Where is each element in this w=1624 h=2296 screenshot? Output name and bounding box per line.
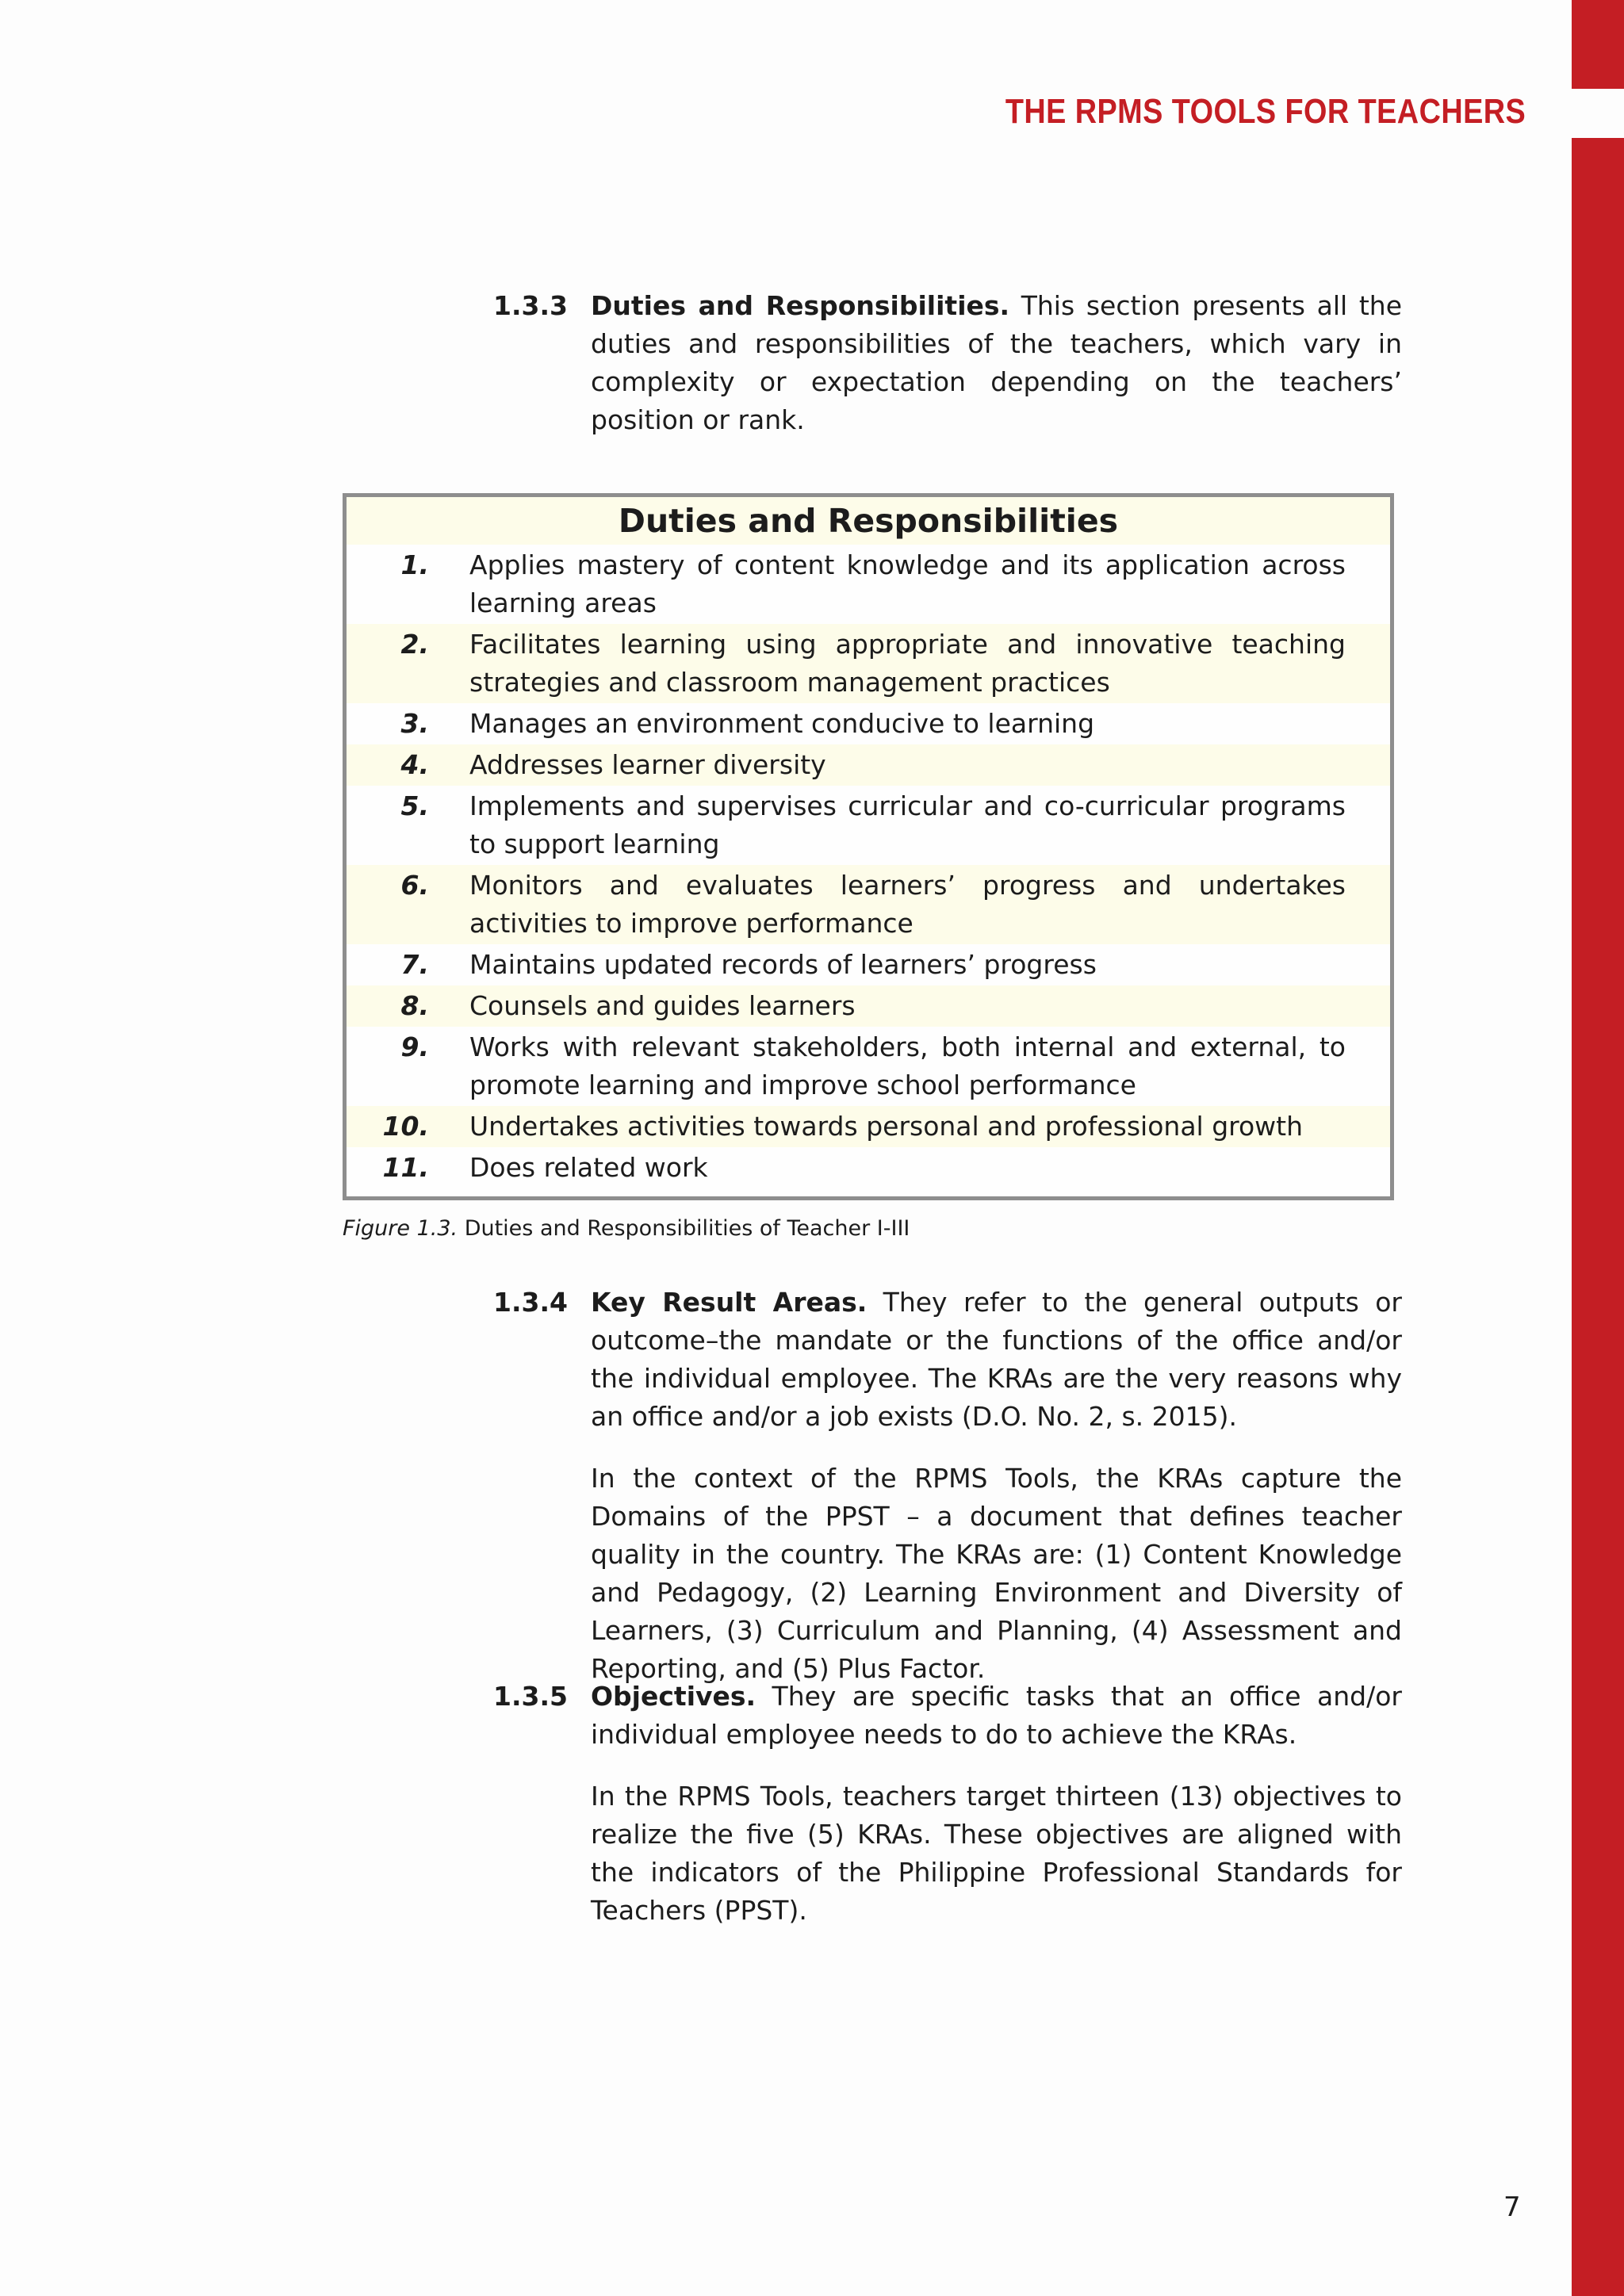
- duty-row: [347, 1147, 1390, 1188]
- duty-text: Maintains updated records of learners’ progress: [469, 949, 1097, 980]
- duty-number: 5.: [400, 790, 429, 821]
- figure-label: Figure 1.3.: [343, 1216, 458, 1241]
- duty-row: [347, 1106, 1390, 1147]
- duty-number: 4.: [400, 749, 429, 780]
- duty-row: [347, 786, 1390, 865]
- section-paragraph: In the context of the RPMS Tools, the KRAs capture the Domains of the PPST – a document that defines teacher quality in the country. The KRAs are: (1) Content Knowledge and Pedagogy, (2) Learning Environment and Diversity of Learners, (3) Curriculum and Planning, (4) Assessment and Reporting, and (5) Plus Factor.: [591, 1463, 1402, 1684]
- section-body: [591, 1284, 1402, 1436]
- figure-caption: [343, 1216, 910, 1241]
- page-number: 7: [1503, 2191, 1521, 2223]
- duty-text: Does related work: [469, 1152, 708, 1183]
- section-lead: Objectives.: [591, 1681, 756, 1712]
- duty-text: Monitors and evaluates learners’ progress and undertakes activities to improve performance: [469, 870, 1346, 939]
- duty-number: 7.: [400, 949, 429, 980]
- duty-row: [347, 985, 1390, 1027]
- section-number: 1.3.3: [493, 290, 568, 321]
- duty-row: [347, 703, 1390, 744]
- duties-table-title: Duties and Responsibilities: [347, 497, 1390, 545]
- section-text: They are specific tasks that an office and/or individual employee needs to do to achieve the KRAs.: [591, 1681, 1402, 1750]
- duty-text: Applies mastery of content knowledge and its application across learning areas: [469, 549, 1346, 618]
- duty-number: 8.: [400, 990, 429, 1021]
- section-1-3-5: [493, 1678, 1402, 1930]
- duty-row: [347, 865, 1390, 944]
- section-lead: Key Result Areas.: [591, 1287, 868, 1318]
- duty-number: 6.: [400, 870, 429, 901]
- red-margin-bar-top: [1572, 0, 1624, 89]
- duty-number: 3.: [400, 708, 429, 739]
- section-body: [591, 287, 1402, 439]
- section-paragraph: In the RPMS Tools, teachers target thirteen (13) objectives to realize the five (5) KRAs. These objectives are aligned with the indicators of the Philippine Professional Standards for Teachers (PPST).: [591, 1781, 1402, 1926]
- duty-text: Undertakes activities towards personal and professional growth: [469, 1111, 1304, 1142]
- duty-row: [347, 545, 1390, 624]
- duty-row: [347, 744, 1390, 786]
- running-header: THE RPMS TOOLS FOR TEACHERS: [1005, 92, 1526, 131]
- duty-text: Addresses learner diversity: [469, 749, 826, 780]
- section-text: They refer to the general outputs or outcome–the mandate or the functions of the office and/or the individual employee. The KRAs are the very reasons why an office and/or a job exists (D.O. No. 2, s. 2015).: [591, 1287, 1402, 1432]
- duty-text: Implements and supervises curricular and co-curricular programs to support learning: [469, 790, 1346, 859]
- duty-row: [347, 624, 1390, 703]
- duty-number: 9.: [400, 1031, 429, 1062]
- section-body: [591, 1678, 1402, 1754]
- section-text: This section presents all the duties and responsibilities of the teachers, which vary in complexity or expectation depending on the teachers’ position or rank.: [591, 290, 1403, 435]
- duty-text: Works with relevant stakeholders, both internal and external, to promote learning and improve school performance: [469, 1031, 1346, 1100]
- red-margin-bar: [1572, 138, 1624, 2296]
- duty-number: 2.: [400, 629, 429, 660]
- section-1-3-3: [493, 287, 1402, 439]
- duty-number: 10.: [382, 1111, 429, 1142]
- duty-row: [347, 1027, 1390, 1106]
- duty-row: [347, 944, 1390, 985]
- duty-number: 11.: [382, 1152, 429, 1183]
- section-number: 1.3.4: [493, 1287, 568, 1318]
- duty-text: Facilitates learning using appropriate and innovative teaching strategies and classroom management practices: [469, 629, 1346, 698]
- duty-text: Counsels and guides learners: [469, 990, 856, 1021]
- duty-number: 1.: [400, 549, 429, 580]
- figure-caption-text: Duties and Responsibilities of Teacher I-III: [458, 1216, 910, 1241]
- section-lead: Duties and Responsibilities.: [591, 290, 1010, 321]
- duties-table: [343, 493, 1394, 1200]
- section-number: 1.3.5: [493, 1681, 568, 1712]
- section-1-3-4: [493, 1284, 1402, 1688]
- duty-text: Manages an environment conducive to learning: [469, 708, 1095, 739]
